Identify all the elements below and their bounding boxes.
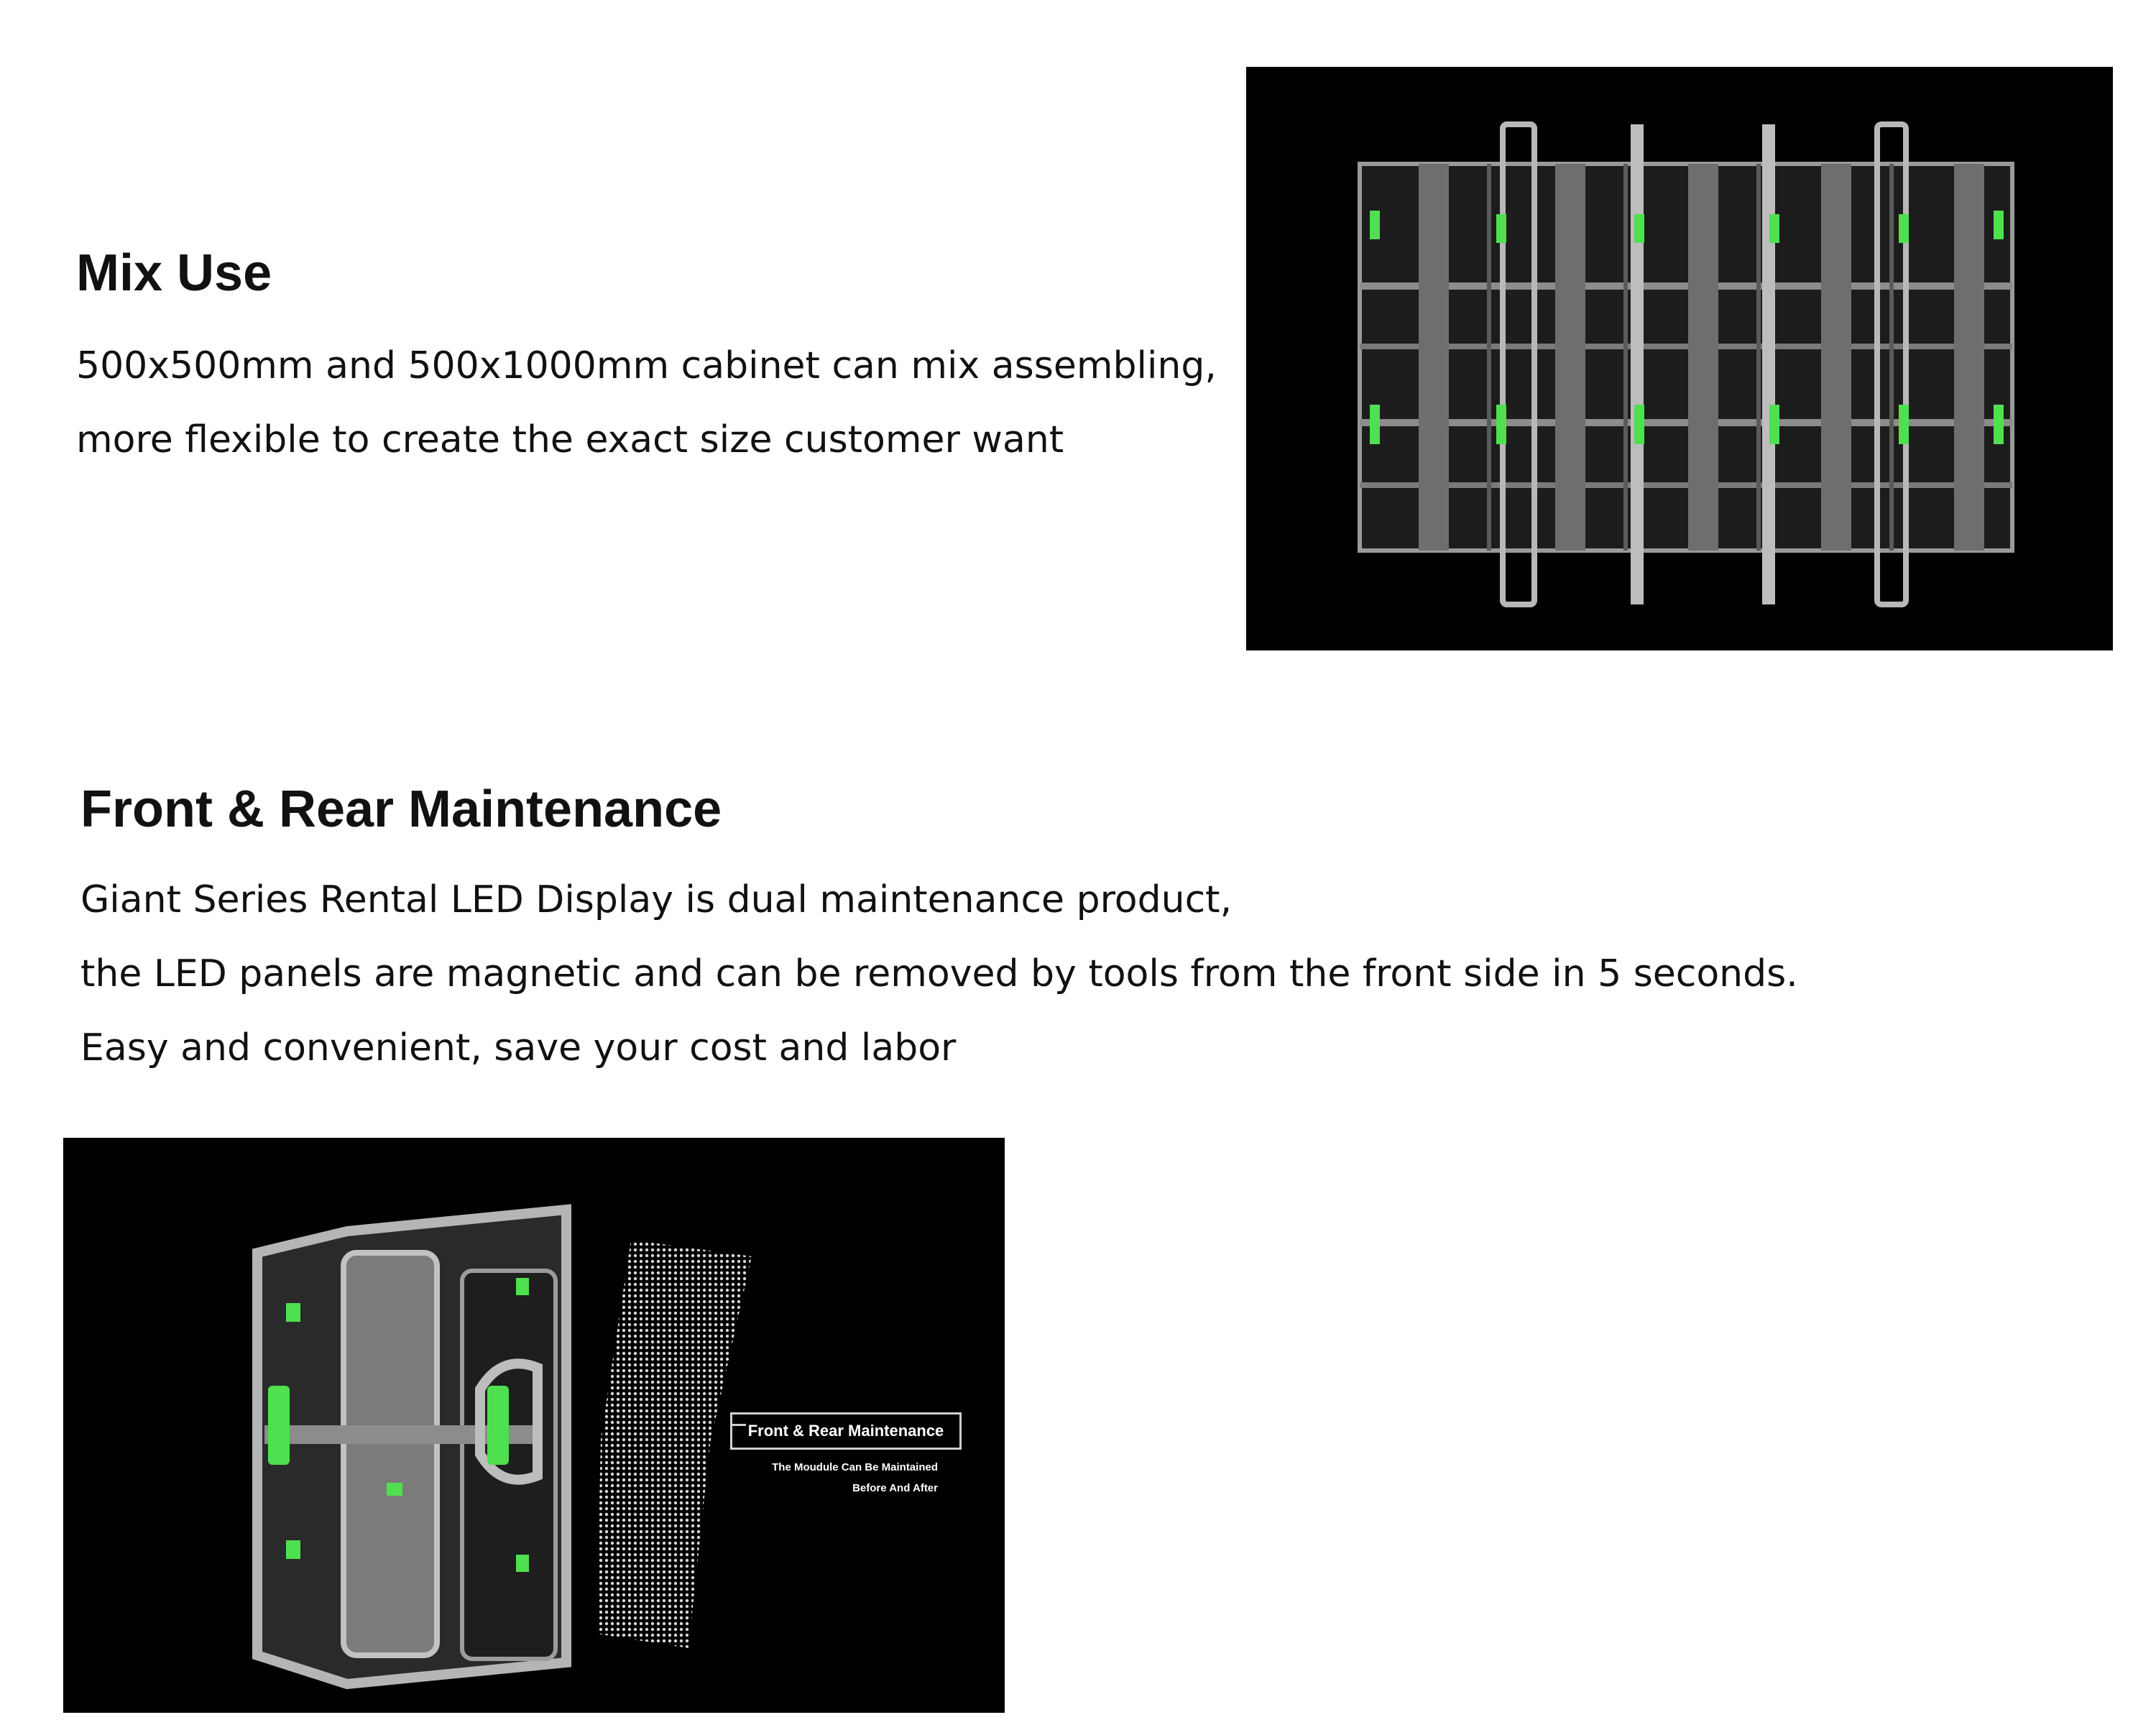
maintenance-description — [80, 863, 1798, 1085]
image-caption-subtitle-1: The Moudule Can Be Maintained — [772, 1461, 938, 1473]
maintenance-line-2: the LED panels are magnetic and can be removed by tools from the front side in 5 seconds. — [80, 952, 1798, 995]
mix-use-description — [76, 329, 1217, 477]
maintenance-heading: Front & Rear Maintenance — [80, 781, 722, 838]
mix-use-heading: Mix Use — [76, 244, 272, 302]
mix-use-line-1: 500x500mm and 500x1000mm cabinet can mix assembling, — [76, 344, 1217, 387]
maintenance-line-3: Easy and convenient, save your cost and labor — [80, 1026, 957, 1070]
cabinet-assembly-image — [1246, 67, 2113, 650]
mix-use-line-2: more flexible to create the exact size customer want — [76, 418, 1064, 461]
image-caption-title: Front & Rear Maintenance — [730, 1412, 962, 1450]
image-caption-subtitle-2: Before And After — [852, 1482, 938, 1494]
maintenance-line-1: Giant Series Rental LED Display is dual maintenance product, — [80, 878, 1233, 921]
